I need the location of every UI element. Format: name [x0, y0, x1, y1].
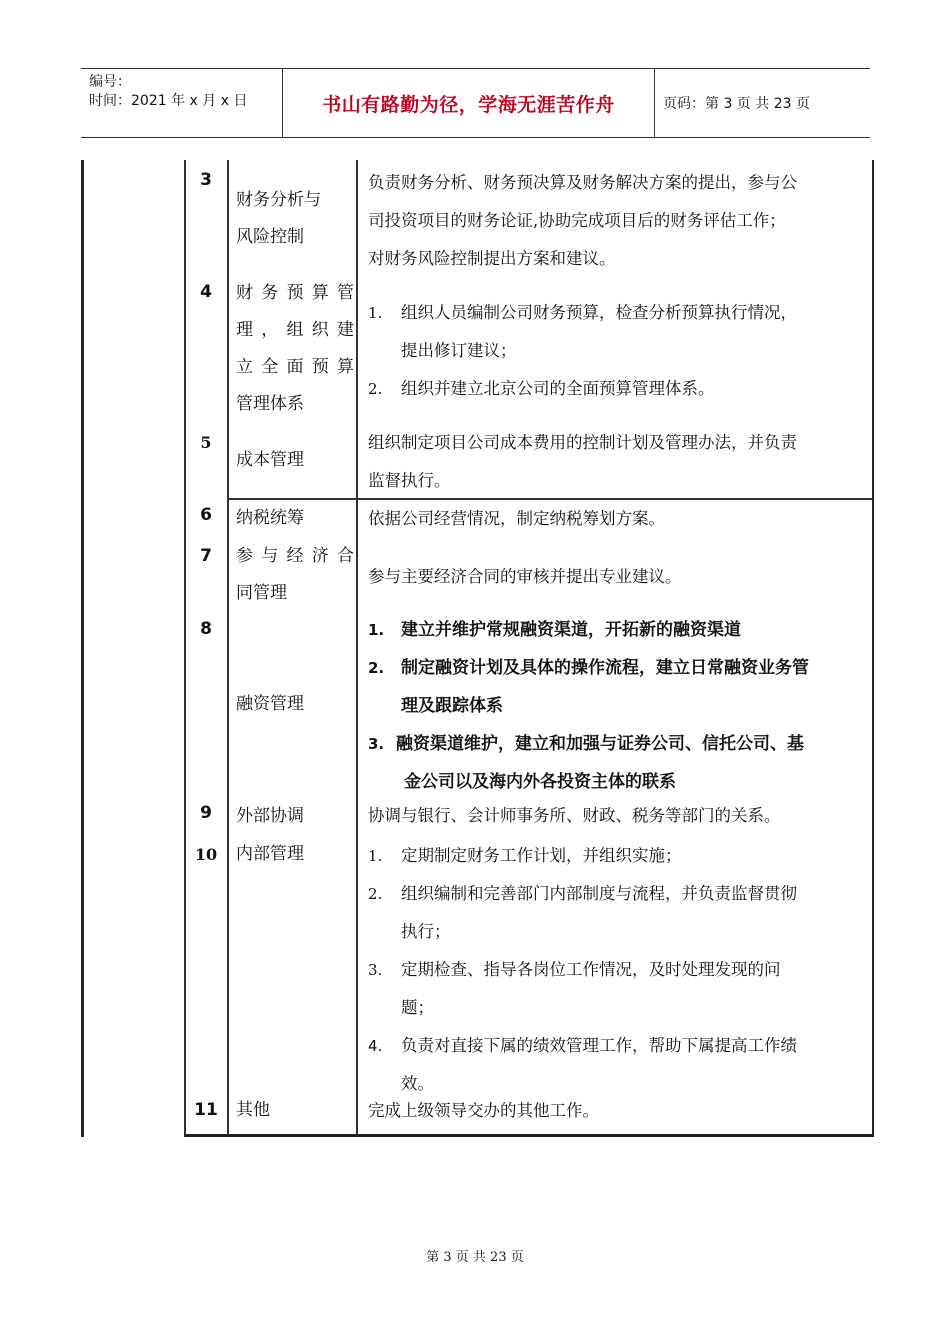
- list-text: 组织人员编制公司财务预算，检查分析预算执行情况， 提出修订建议；: [401, 303, 797, 360]
- list-item: [368, 294, 868, 370]
- list-text: 组织编制和完善部门内部制度与流程，并负责监督贯彻 执行；: [401, 884, 797, 941]
- column-divider-num: [227, 160, 229, 1134]
- page-header: [81, 68, 870, 138]
- list-number: 4.: [368, 1037, 383, 1055]
- row-number: 4: [200, 282, 212, 302]
- list-text: 制定融资计划及具体的操作流程，建立日常融资业务管 理及跟踪体系: [401, 658, 809, 716]
- category-line: 立全面预算: [236, 357, 354, 377]
- list-item: [368, 649, 868, 725]
- row-description: [368, 164, 868, 278]
- row-number: 11: [194, 1100, 218, 1120]
- row-number: 7: [200, 546, 212, 566]
- list-number: 2.: [368, 885, 383, 903]
- desc-line: 完成上级领导交办的其他工作。: [368, 1101, 599, 1120]
- row-description: [368, 1092, 868, 1130]
- row-category: [236, 442, 354, 479]
- list-item: [368, 951, 868, 1027]
- row-description: [368, 797, 868, 835]
- page-footer: 第 3 页 共 23 页: [426, 1250, 524, 1265]
- list-item: [368, 875, 868, 951]
- outer-table-left-border: [81, 160, 84, 1137]
- page-info: 页码：第 3 页 共 23 页: [663, 96, 810, 112]
- number-label: 编号：: [89, 74, 131, 90]
- list-text: 定期检查、指导各岗位工作情况，及时处理发现的问 题；: [401, 960, 781, 1017]
- category-line: 理，组织建: [236, 320, 354, 340]
- row-description: [368, 558, 868, 596]
- category-line: 内部管理: [236, 844, 304, 864]
- row-number: 9: [200, 803, 212, 823]
- row-number: 3: [200, 170, 212, 190]
- row-category: [236, 1092, 354, 1129]
- category-line: 融资管理: [236, 694, 304, 714]
- list-number: 2.: [368, 659, 385, 677]
- desc-line: 对财务风险控制提出方案和建议。: [368, 249, 616, 268]
- row-category: [236, 798, 354, 835]
- desc-line: 依据公司经营情况，制定纳税筹划方案。: [368, 509, 665, 528]
- duties-table: [184, 160, 874, 1137]
- desc-line: 协调与银行、会计师事务所、财政、税务等部门的关系。: [368, 806, 781, 825]
- row-number: 8: [200, 619, 212, 639]
- row-number: 5: [200, 433, 212, 452]
- row-description: [368, 424, 868, 500]
- list-text: 建立并维护常规融资渠道，开拓新的融资渠道: [401, 620, 741, 640]
- row-number: 10: [194, 845, 218, 864]
- category-line: 财务分析与: [236, 190, 321, 210]
- list-number: 3.: [368, 961, 383, 979]
- list-text: 融资渠道维护，建立和加强与证券公司、信托公司、基 金公司以及海内外各投资主体的联系: [396, 734, 804, 792]
- row-number: 6: [200, 505, 212, 525]
- header-page-info: [655, 69, 870, 137]
- row-category: [236, 836, 354, 873]
- category-line: 管理体系: [236, 394, 304, 414]
- list-text: 组织并建立北京公司的全面预算管理体系。: [401, 379, 715, 398]
- category-line: 外部协调: [236, 806, 304, 826]
- list-number: 1.: [368, 621, 385, 639]
- desc-line: 监督执行。: [368, 471, 451, 490]
- list-number: 1.: [368, 304, 383, 322]
- table-left-border: [184, 160, 186, 1134]
- row-description: [368, 500, 868, 538]
- row-category: [236, 275, 354, 423]
- category-line: 纳税统筹: [236, 508, 304, 528]
- category-line: 同管理: [236, 583, 287, 603]
- desc-line: 参与主要经济合同的审核并提出专业建议。: [368, 567, 682, 586]
- category-line: 参与经济合: [236, 546, 354, 566]
- list-item: [368, 837, 868, 875]
- desc-line: 组织制定项目公司成本费用的控制计划及管理办法，并负责: [368, 433, 797, 452]
- row-category: [236, 686, 354, 723]
- row-description: [368, 294, 868, 408]
- category-line: 成本管理: [236, 450, 304, 470]
- motto: 书山有路勤为径，学海无涯苦作舟: [322, 93, 615, 116]
- list-item: [368, 611, 868, 649]
- desc-line: 司投资项目的财务论证,协助完成项目后的财务评估工作；: [368, 211, 786, 230]
- header-motto-cell: [282, 69, 655, 137]
- category-line: 风险控制: [236, 227, 304, 247]
- list-text: 定期制定财务工作计划，并组织实施；: [401, 846, 682, 865]
- column-divider-category: [356, 160, 358, 1134]
- row-category: [236, 500, 354, 537]
- category-line: 其他: [236, 1100, 270, 1120]
- list-number: 3.: [368, 735, 385, 753]
- desc-line: 负责财务分析、财务预决算及财务解决方案的提出，参与公: [368, 173, 797, 192]
- time-label: 时间：2021 年 x 月 x 日: [89, 93, 248, 109]
- list-item: [368, 725, 868, 801]
- list-text: 负责对直接下属的绩效管理工作，帮助下属提高工作绩 效。: [401, 1036, 797, 1093]
- list-number: 2.: [368, 380, 383, 398]
- row-description: [368, 611, 868, 801]
- category-line: 财务预算管: [236, 283, 354, 303]
- row-description: [368, 837, 868, 1103]
- list-number: 1.: [368, 847, 383, 865]
- header-meta: [81, 69, 282, 137]
- row-category: [236, 182, 354, 256]
- list-item: [368, 370, 868, 408]
- row-category: [236, 538, 354, 612]
